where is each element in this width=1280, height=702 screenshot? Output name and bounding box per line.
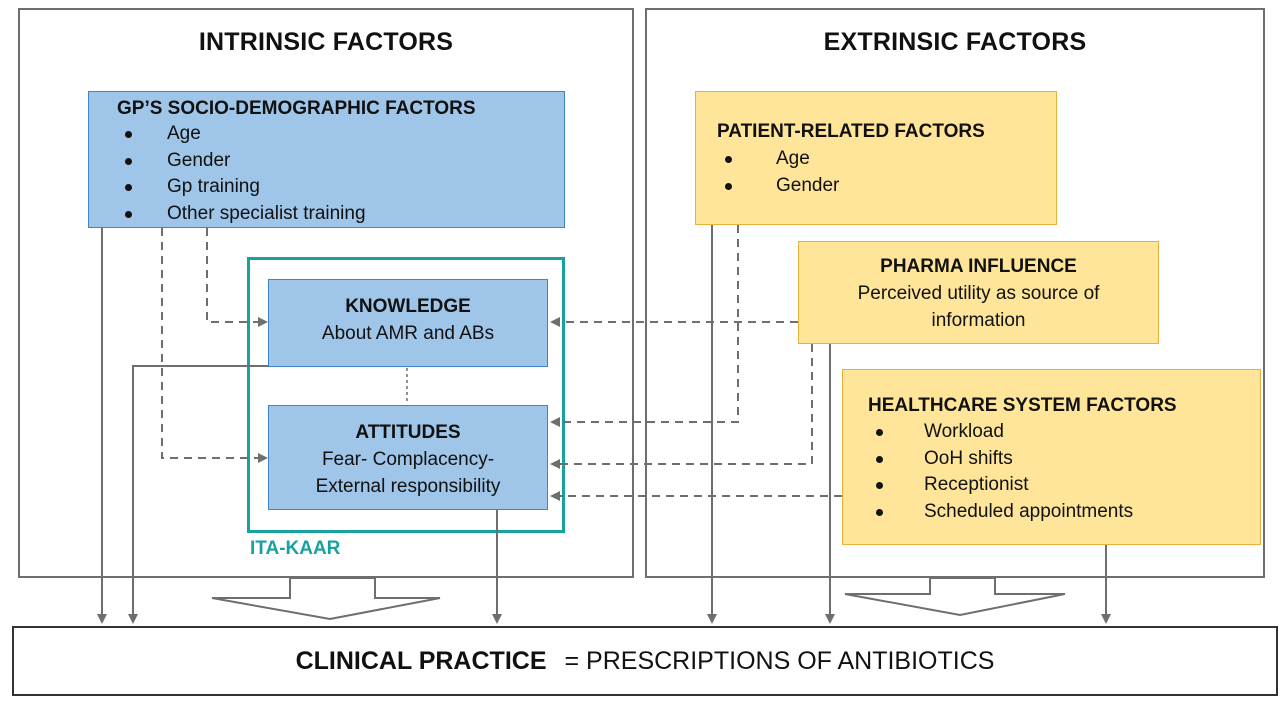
attitudes-line-2: External responsibility [315, 476, 501, 497]
socio-demographic-title: GP’S SOCIO-DEMOGRAPHIC FACTORS [117, 98, 476, 119]
list-item: OoH shifts [868, 446, 1260, 473]
ita-kaar-label: ITA-KAAR [250, 538, 341, 559]
arrow-patient-to-attitudes [552, 225, 738, 422]
arrow-socio-to-knowledge [207, 228, 266, 322]
knowledge-title: KNOWLEDGE [345, 296, 471, 317]
pharma-influence-line-2: information [931, 310, 1026, 331]
knowledge-text: About AMR and ABs [321, 323, 495, 344]
arrow-knowledge-to-clinical [133, 366, 268, 622]
list-item: Other specialist training [117, 201, 564, 228]
list-item: Gp training [117, 174, 564, 201]
extrinsic-hollow-arrow [845, 578, 1065, 615]
arrow-socio-to-attitudes [162, 228, 266, 458]
healthcare-system-title: HEALTHCARE SYSTEM FACTORS [868, 395, 1177, 416]
clinical-practice-title: CLINICAL PRACTICE [295, 646, 547, 675]
list-item: Workload [868, 419, 1260, 446]
intrinsic-hollow-arrow [212, 578, 440, 619]
list-item: Age [117, 121, 564, 148]
pharma-influence-title: PHARMA INFLUENCE [880, 256, 1077, 277]
attitudes-title: ATTITUDES [355, 422, 461, 443]
pharma-influence-line-1: Perceived utility as source of [857, 283, 1100, 304]
list-item: Receptionist [868, 472, 1260, 499]
list-item: Gender [717, 173, 1056, 200]
extrinsic-title: EXTRINSIC FACTORS [823, 28, 1087, 56]
arrow-pharma-to-attitudes [552, 344, 812, 464]
clinical-practice-subtitle: = PRESCRIPTIONS OF ANTIBIOTICS [564, 646, 995, 675]
attitudes-line-1: Fear- Complacency- [321, 449, 495, 470]
list-item: Gender [117, 148, 564, 175]
patient-factors-title: PATIENT-RELATED FACTORS [717, 121, 985, 142]
list-item: Age [717, 146, 1056, 173]
intrinsic-title: INTRINSIC FACTORS [198, 28, 454, 56]
list-item: Scheduled appointments [868, 499, 1260, 526]
